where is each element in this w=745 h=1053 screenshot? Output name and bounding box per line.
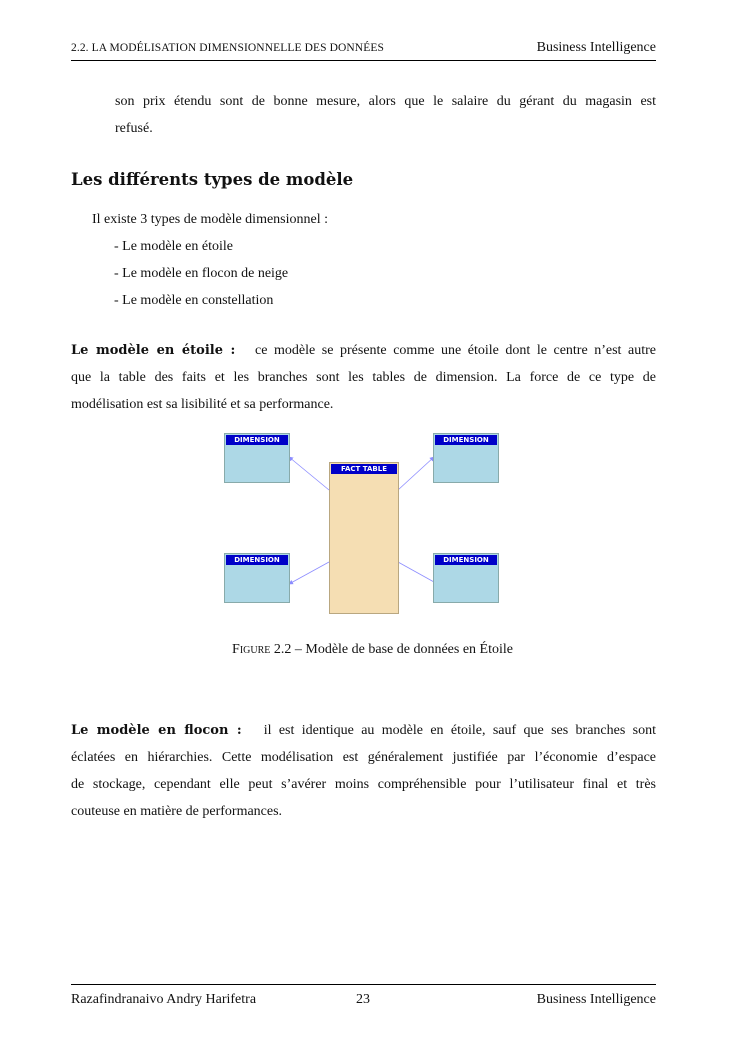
list-item: - Le modèle en constellation <box>114 293 274 308</box>
dimension-box <box>224 433 290 483</box>
footer-author: Razafindranaivo Andry Harifetra <box>71 992 257 1007</box>
dimension-box <box>433 553 499 603</box>
page-number: 23 <box>356 992 370 1007</box>
star-label: Le modèle en étoile : <box>71 343 236 358</box>
model-type-list <box>114 233 288 314</box>
page-header <box>71 42 656 61</box>
dimension-label: DIMENSION <box>435 435 497 445</box>
continuation-line-2: refusé. <box>115 121 153 136</box>
dimension-label: DIMENSION <box>226 435 288 445</box>
link-bottom-left <box>289 562 329 584</box>
flocon-line-3: de stockage, cependant elle peut s’avérer moins compréhensible pour l’utilisateur final et très <box>71 777 656 792</box>
dimension-box <box>433 433 499 483</box>
header-title: Business Intelligence <box>536 40 656 55</box>
flocon-line-1 <box>71 717 656 744</box>
dimension-box <box>224 553 290 603</box>
caption-text: – Modèle de base de données en Étoile <box>291 642 513 657</box>
star-line-1 <box>71 337 656 364</box>
section-intro: Il existe 3 types de modèle dimensionnel : <box>92 212 329 227</box>
link-top-right <box>398 457 434 490</box>
list-item: - Le modèle en flocon de neige <box>114 266 289 281</box>
continuation-line-1: son prix étendu sont de bonne mesure, alors que le salaire du gérant du magasin est <box>115 94 656 109</box>
fact-table-box <box>329 462 399 614</box>
dimension-label: DIMENSION <box>435 555 497 565</box>
link-top-left <box>289 457 329 490</box>
caption-prefix: Figure 2.2 <box>232 642 292 657</box>
star-schema-figure <box>222 432 502 607</box>
list-item: - Le modèle en étoile <box>114 239 233 254</box>
star-line-2: que la table des faits et les branches sont les tables de dimension. La force de ce type de <box>71 370 656 385</box>
footer-title: Business Intelligence <box>536 992 656 1007</box>
link-bottom-right <box>398 562 434 582</box>
star-text-1: ce modèle se présente comme une étoile dont le centre n’est autre <box>255 343 656 358</box>
continuation-paragraph <box>115 88 656 142</box>
flocon-line-4: couteuse en matière de performances. <box>71 804 283 819</box>
figure-caption <box>0 642 745 658</box>
fact-table-label: FACT TABLE <box>331 464 397 474</box>
star-line-3: modélisation est sa lisibilité et sa performance. <box>71 397 334 412</box>
flocon-model-paragraph <box>71 717 656 825</box>
flocon-line-2: éclatées en hiérarchies. Cette modélisation est généralement justifiée par l’économie d’espace <box>71 750 656 765</box>
section-title: Les différents types de modèle <box>71 170 354 189</box>
flocon-text-1: il est identique au modèle en étoile, sauf que ses branches sont <box>263 723 657 738</box>
dimension-label: DIMENSION <box>226 555 288 565</box>
flocon-label: Le modèle en flocon : <box>71 723 242 738</box>
page-footer <box>71 984 656 1009</box>
header-chapter: 2.2. LA MODÉLISATION DIMENSIONNELLE DES DONNÉES <box>71 42 384 54</box>
star-model-paragraph <box>71 337 656 418</box>
